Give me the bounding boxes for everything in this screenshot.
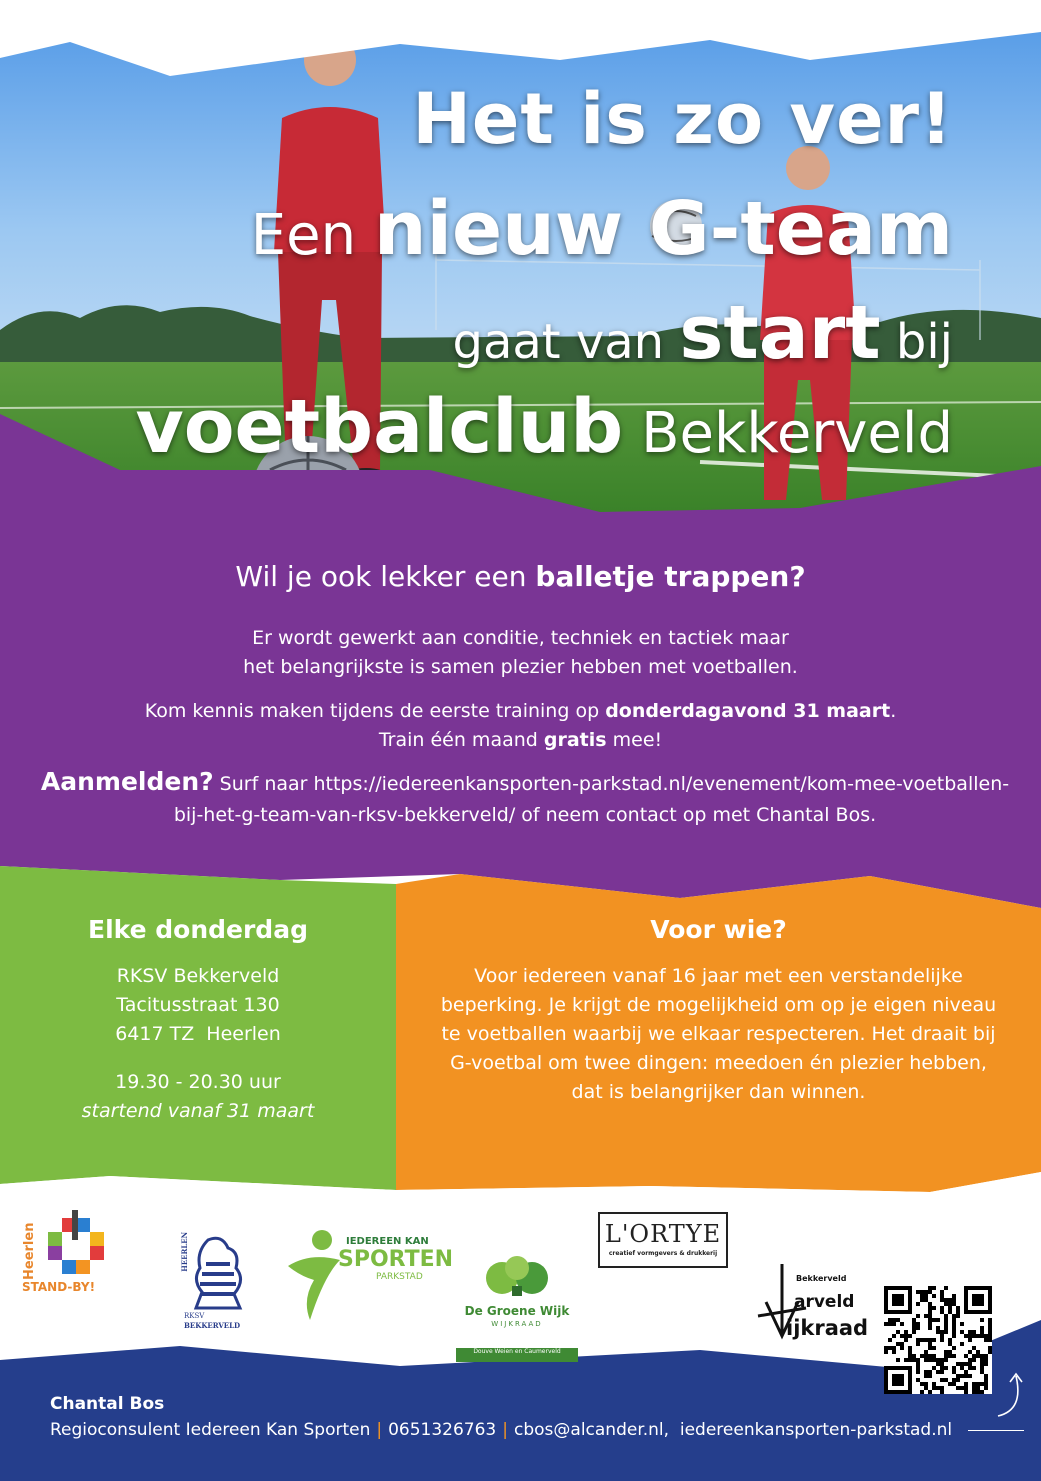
intro-paragraph-2: Kom kennis maken tijdens de eerste training op donderdagavond 31 maart. Train één maand gratis mee!: [144, 700, 897, 751]
footer-rule: [968, 1430, 1024, 1431]
contact-website[interactable]: iedereenkansporten-parkstad.nl: [679, 1420, 953, 1440]
lortye-sub: creatief vormgevers & drukkerij: [608, 1250, 718, 1257]
groene-wijk-logo: [456, 1256, 578, 1362]
when-heading: Elke donderdag: [88, 915, 308, 944]
hero-line-3: [452, 290, 953, 376]
athlete-icon: [280, 1226, 350, 1322]
heerlen-sub: STAND-BY!: [22, 1280, 96, 1294]
hero-line-2: [251, 186, 953, 272]
rksv-bekkerveld-logo: [180, 1232, 250, 1332]
iks-line-2: SPORTEN: [338, 1247, 454, 1272]
venue-name: RKSV Bekkerveld: [116, 965, 280, 987]
arrow-icon: [990, 1370, 1030, 1420]
who-line: te voetballen waarbij we elkaar respecteren. Het draait bij: [441, 1023, 996, 1045]
training-time: 19.30 - 20.30 uur: [115, 1071, 281, 1093]
knight-icon: [188, 1234, 248, 1310]
hero-line-2-bold: nieuw G-team: [373, 186, 953, 272]
hero-line-3-end: bij: [895, 314, 953, 370]
training-start: startend vanaf 31 maart: [81, 1100, 315, 1122]
who-line: G-voetbal om twee dingen: meedoen én plezier hebben,: [450, 1052, 987, 1074]
rksv-name-2: BEKKERVELD: [184, 1321, 241, 1330]
wijkraad-logo: [752, 1262, 872, 1346]
wijk-line-2: arveld: [794, 1292, 855, 1312]
when-column: [0, 915, 396, 1126]
contact-role: Regioconsulent Iedereen Kan Sporten: [50, 1420, 371, 1440]
hero-line-4-bold: voetbalclub: [135, 384, 624, 470]
heerlen-word: Heerlen: [22, 1222, 37, 1280]
iedereen-kan-sporten-logo: [280, 1226, 454, 1322]
who-line: Voor iedereen vanaf 16 jaar met een verstandelijke: [474, 965, 963, 987]
venue-street: Tacitusstraat 130: [116, 994, 280, 1016]
contact-email[interactable]: cbos@alcander.nl,: [514, 1420, 670, 1440]
signup-link[interactable]: Surf naar https://iedereenkansporten-parkstad.nl/evenement/kom-mee-voetballen-: [219, 773, 1010, 795]
hero-line-3-light: gaat van: [452, 314, 665, 370]
hero-line-1: Het is zo ver!: [412, 78, 953, 160]
iks-line-3: PARKSTAD: [376, 1272, 423, 1282]
intro-question: Wil je ook lekker een balletje trappen?: [235, 560, 806, 593]
trees-icon: [456, 1256, 578, 1302]
qr-code-icon: [884, 1286, 992, 1394]
signup-text: Aanmelden? Surf naar https://iedereenkansporten-parkstad.nl/evenement/kom-mee-voetballen- bij-het-g-team-van-rksv-bekkerveld/ of neem contact op met Chantal Bos.: [40, 767, 1010, 826]
hero-line-4-light: Bekkerveld: [641, 401, 953, 466]
iks-line-1: IEDEREEN KAN: [346, 1236, 429, 1247]
who-heading: Voor wie?: [650, 915, 787, 944]
who-line: beperking. Je krijgt de mogelijkheid om op je eigen niveau: [440, 994, 997, 1016]
hero-line-4: [135, 384, 953, 470]
qr-code[interactable]: [884, 1286, 992, 1394]
contact-info: Regioconsulent Iedereen Kan Sporten | 0651326763 | cbos@alcander.nl, iedereenkansporten-parkstad.nl: [50, 1420, 1024, 1440]
who-column: [396, 915, 1041, 1107]
venue-city: 6417 TZ Heerlen: [115, 1023, 281, 1045]
who-line: dat is belangrijker dan winnen.: [571, 1081, 866, 1103]
groene-line-2: WIJKRAAD: [491, 1320, 543, 1328]
wijk-line-1: Bekkerveld: [796, 1274, 847, 1283]
lortye-logo: [598, 1212, 728, 1268]
lortye-name: L'ORTYE: [604, 1220, 722, 1248]
wijk-line-3: ijkraad: [786, 1316, 869, 1340]
groene-bar: Douve Weien en Caumerveld: [456, 1348, 578, 1362]
contact-name: Chantal Bos: [50, 1394, 165, 1414]
heerlen-standby-logo: [22, 1210, 122, 1300]
groene-line-1: De Groene Wijk: [464, 1304, 570, 1318]
rksv-name-1: RKSV: [184, 1312, 205, 1320]
intro-paragraph-1: Er wordt gewerkt aan conditie, techniek en tactiek maar het belangrijkste is samen plezier hebben met voetballen.: [243, 627, 798, 678]
hero-line-2-light: Een: [250, 203, 357, 268]
contact-phone[interactable]: 0651326763: [388, 1420, 497, 1440]
hero-line-3-bold: start: [679, 290, 881, 376]
signup-label: Aanmelden?: [40, 767, 214, 796]
rksv-top: HEERLEN: [180, 1232, 189, 1272]
